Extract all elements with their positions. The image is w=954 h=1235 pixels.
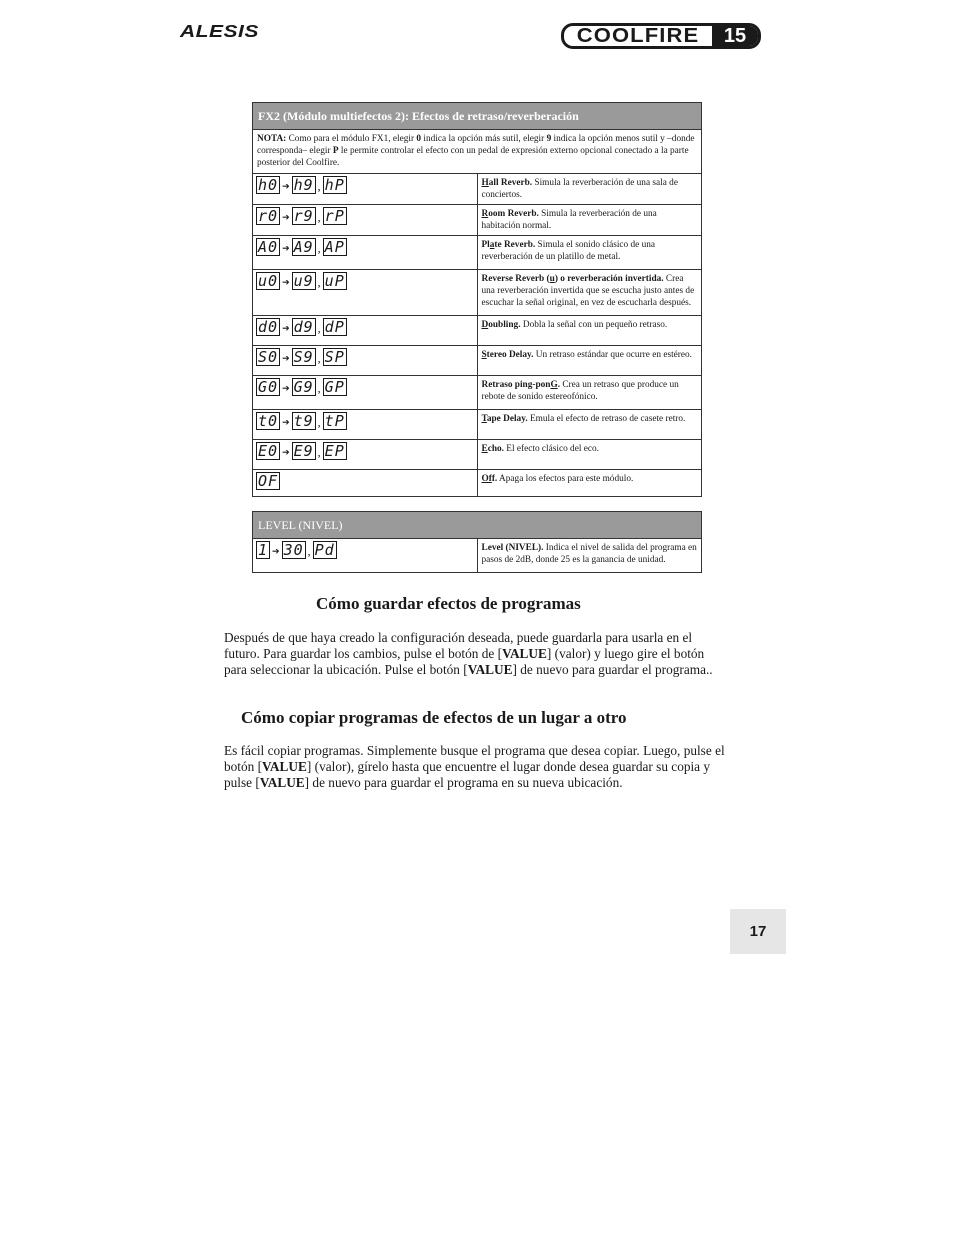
effect-description [477,174,702,205]
code-separator: , [317,179,321,193]
alesis-logo: ALESIS [180,22,259,41]
effect-name-rest: ape Delay. [486,414,528,424]
lcd-code: S0 [258,348,279,366]
effect-name-key-letter: R [481,209,489,219]
note-bold-1: 0 [416,134,422,144]
lcd-code: GP [324,378,345,396]
effect-name-prefix: Pl [481,240,490,250]
note-text-3: indica la opción menos sutil y –donde corresponda– elegir [257,134,695,156]
range-arrow-icon: ➔ [282,383,290,393]
lcd-code: E9 [293,442,314,460]
fx2-effects-table [252,102,702,497]
section-paragraph-save [224,630,726,678]
effect-desc-text: Simula el sonido clásico de una reverberación de un platillo de metal. [481,240,656,262]
effect-desc-text: Simula la reverberación de una sala de conciertos. [481,178,678,200]
effect-name [482,320,521,330]
effect-code-cell [253,470,478,497]
effect-code-cell [253,205,478,236]
lcd-code: G0 [258,378,279,396]
lcd-code: A0 [258,238,279,256]
lcd-code: rP [324,207,345,225]
section-heading-save: Cómo guardar efectos de programas [316,594,581,613]
lcd-code: dP [324,318,345,336]
lcd-code: AP [324,238,345,256]
range-arrow-icon: ➔ [282,277,290,287]
range-arrow-icon: ➔ [282,323,290,333]
level-name: Level (NIVEL). [481,543,544,553]
s1-value-1: VALUE [502,646,547,661]
effect-name-key-letter: a [489,240,495,250]
lcd-code: 1 [258,541,269,559]
lcd-code: r9 [293,207,314,225]
range-arrow-icon: ➔ [282,417,290,427]
effect-code-cell [253,174,478,205]
effect-name-key-letter: H [481,178,489,188]
effect-desc-text: Emula el efecto de retraso de casete retro. [527,414,686,424]
s1-text-2: ] (valor) y luego gire el botón para seleccionar la ubicación. Pulse el botón [ [224,646,705,677]
s2-text-3: ] de nuevo para guardar el programa en su nueva ubicación. [304,775,623,790]
code-separator: , [317,445,321,459]
effect-name-key-letter: D [481,320,489,330]
effect-lcd-display [256,318,347,336]
level-desc-text: Indica el nivel de salida del programa en pasos de 2dB, donde 25 es la ganancia de unidad. [481,543,697,565]
effect-lcd-display [256,378,347,396]
effect-code-cell [253,346,478,376]
effect-lcd-display [256,176,347,194]
effect-code-cell [253,440,478,470]
note-text-2: indica la opción más sutil, elegir [421,134,547,144]
effect-name-rest: f. [491,474,498,484]
effect-row [253,376,702,410]
s2-text-2: ] (valor), gírelo hasta que encuentre el lugar donde desea guardar su copia y pulse [ [224,759,711,790]
effect-name-rest: . [557,380,561,390]
fx2-note-row [253,130,702,174]
effect-name [482,274,664,284]
range-arrow-icon: ➔ [282,447,290,457]
note-label: NOTA: [257,134,287,144]
lcd-code: u0 [258,272,279,290]
lcd-code: S9 [293,348,314,366]
effect-description [477,316,702,346]
effect-code-cell [253,236,478,270]
effect-desc-text: Crea una reverberación invertida que se escucha justo antes de escuchar la señal original, en vez de escucharla después. [481,274,695,308]
effect-row [253,440,702,470]
effect-desc-text: El efecto clásico del eco. [503,444,599,454]
code-separator: , [317,415,321,429]
page-number: 17 [730,909,786,954]
effect-name-key-letter: Of [481,474,492,484]
effect-name-rest: oubling. [488,320,521,330]
effect-name [482,350,534,360]
effect-row [253,174,702,205]
effect-description [477,346,702,376]
range-arrow-icon: ➔ [282,353,290,363]
effect-desc-text: Un retraso estándar que ocurre en estéreo. [533,350,692,360]
level-row [253,539,702,573]
effect-row [253,316,702,346]
effect-name-prefix: Reverse Reverb ( [481,274,550,284]
effect-lcd-display [256,472,280,490]
s2-text-1: Es fácil copiar programas. Simplemente busque el programa que desea copiar. Luego, pulse el botón [ [224,743,725,774]
effect-name [482,178,533,188]
effect-desc-text: Apaga los efectos para este módulo. [497,474,634,484]
effect-description [477,410,702,440]
lcd-code: Pd [314,541,335,559]
effect-name-rest: te Reverb. [494,240,536,250]
fx2-note [253,130,702,174]
effect-code-cell [253,316,478,346]
effect-desc-text: Crea un retraso que produce un rebote de sonido estereofónico. [481,380,679,402]
lcd-code: A9 [293,238,314,256]
lcd-code: G9 [293,378,314,396]
effect-lcd-display [256,272,347,290]
code-separator: , [317,381,321,395]
effect-name [482,240,536,250]
note-text-4: le permite controlar el efecto con un pedal de expresión externo opcional conectado a la parte posterior del Coolfire. [257,146,689,168]
s1-text-1: Después de que haya creado la configuración deseada, puede guardarla para usarla en el futuro. Para guardar los cambios, pulse el botón de [ [224,630,693,661]
code-separator: , [317,275,321,289]
effect-name [482,380,561,390]
range-arrow-icon: ➔ [282,212,290,222]
effect-description [477,470,702,497]
fx2-table-title: FX2 (Módulo multiefectos 2): Efectos de retraso/reverberación [253,103,702,130]
effect-lcd-display [256,238,347,256]
effect-code-cell [253,410,478,440]
effect-name-key-letter: S [481,350,487,360]
effect-code-cell [253,270,478,316]
coolfire-logo-number: 15 [712,26,758,46]
effect-description [477,236,702,270]
effect-row [253,346,702,376]
coolfire-logo-word: COOLFIRE [576,24,700,47]
effect-name [482,209,539,219]
s2-value-2: VALUE [259,775,305,790]
effect-description [477,440,702,470]
effect-name-key-letter: E [481,444,488,454]
effect-lcd-display [256,442,347,460]
lcd-code: u9 [293,272,314,290]
note-bold-3: P [332,146,339,156]
lcd-code: 30 [283,541,304,559]
note-bold-2: 9 [546,134,552,144]
effect-row [253,236,702,270]
effect-name-key-letter: G [550,380,558,390]
effect-description [477,205,702,236]
s1-value-2: VALUE [467,662,513,677]
fx2-table-header [253,103,702,130]
range-arrow-icon: ➔ [272,546,280,556]
effect-name-prefix: Retraso ping-pon [481,380,551,390]
lcd-code: t9 [293,412,314,430]
lcd-code: EP [324,442,345,460]
lcd-code: tP [324,412,345,430]
effect-row [253,270,702,316]
lcd-code: hP [324,176,345,194]
effect-name-rest: all Reverb. [488,178,533,188]
level-table-title: LEVEL (NIVEL) [253,512,702,539]
effect-row [253,205,702,236]
lcd-code: E0 [258,442,279,460]
lcd-code: d0 [258,318,279,336]
effect-lcd-display [256,207,347,225]
lcd-code: SP [324,348,345,366]
lcd-code: r0 [258,207,279,225]
level-lcd-display [256,541,337,559]
code-separator: , [317,241,321,255]
note-text-1: Como para el módulo FX1, elegir [286,134,417,144]
lcd-code: t0 [258,412,279,430]
effect-lcd-display [256,348,347,366]
effect-row [253,410,702,440]
effect-name-rest: tereo Delay. [486,350,534,360]
section-paragraph-copy [224,743,726,791]
effect-name [482,444,504,454]
effect-name-rest: ) o reverberación invertida. [554,274,664,284]
s2-value-1: VALUE [262,759,307,774]
s1-text-3: ] de nuevo para guardar el programa.. [512,662,713,677]
lcd-code: h0 [258,176,279,194]
range-arrow-icon: ➔ [282,181,290,191]
effect-lcd-display [256,412,347,430]
effect-desc-text: Dobla la señal con un pequeño retraso. [520,320,668,330]
effect-name-key-letter: T [481,414,487,424]
level-table [252,511,702,573]
code-separator: , [317,351,321,365]
lcd-code: OF [258,472,279,490]
lcd-code: d9 [293,318,314,336]
level-table-header [253,512,702,539]
effect-name-rest: oom Reverb. [488,209,539,219]
effect-description [477,270,702,316]
effect-desc-text: Simula la reverberación de una habitación normal. [481,209,657,231]
effect-row [253,470,702,497]
effect-description [477,376,702,410]
coolfire-logo [561,23,761,49]
effect-name-rest: cho. [487,444,504,454]
effect-name-key-letter: u [549,274,555,284]
lcd-code: uP [324,272,345,290]
code-separator: , [317,321,321,335]
level-description [477,539,702,573]
level-code-cell [253,539,478,573]
range-arrow-icon: ➔ [282,243,290,253]
code-separator: , [317,210,321,224]
lcd-code: h9 [293,176,314,194]
effect-name [482,414,528,424]
section-heading-copy: Cómo copiar programas de efectos de un lugar a otro [241,708,627,727]
effect-name [482,474,498,484]
effect-code-cell [253,376,478,410]
code-separator: , [307,544,311,558]
